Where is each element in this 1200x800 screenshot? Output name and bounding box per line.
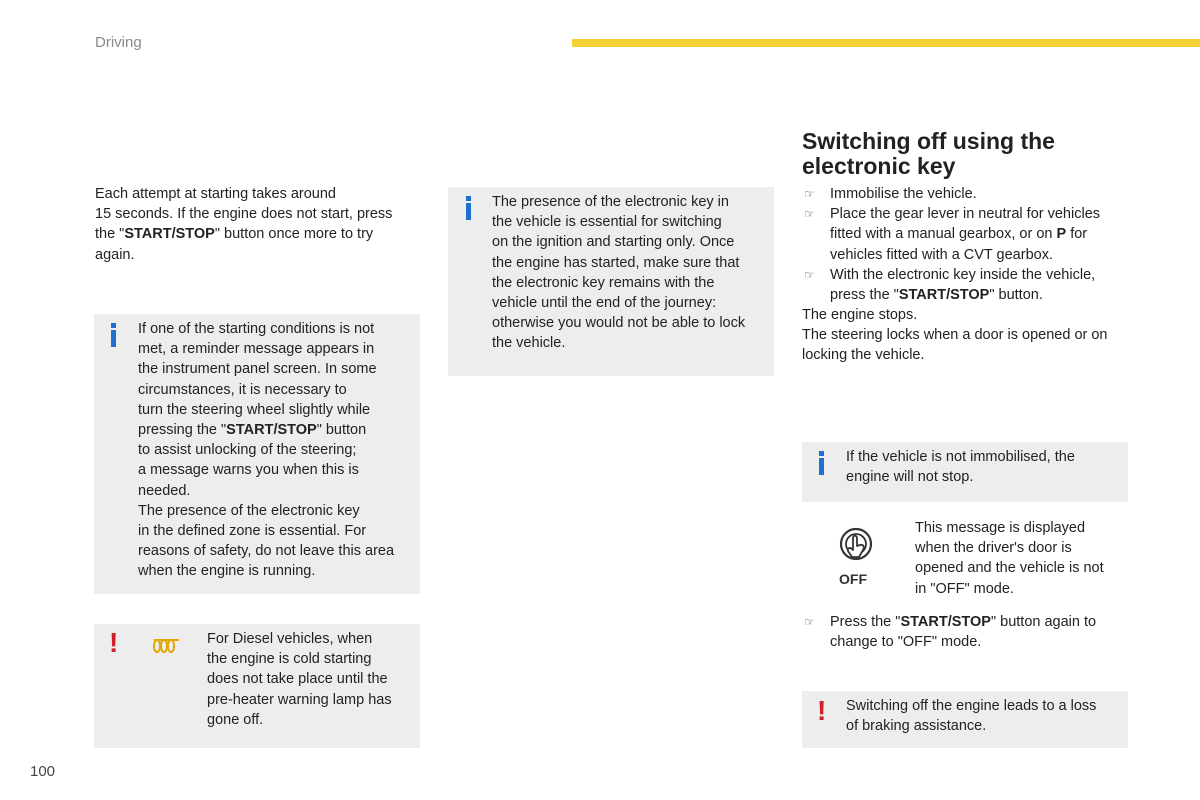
braking-warning-box — [802, 691, 1128, 748]
not-immobilised-info-box — [802, 442, 1128, 502]
exclamation-icon: ! — [817, 695, 827, 726]
page-number: 100 — [30, 763, 56, 780]
pointing-hand-icon: ☞ — [804, 615, 815, 629]
hand-press-off-icon — [836, 526, 876, 590]
preheater-coil-icon — [152, 637, 182, 657]
electronic-key-text: The presence of the electronic key in the vehicle is essential for switching on the ignition and starting only. Once the engine has started, make sure that the electronic key remains with the vehicle until the end of the journey: otherwise you would not be able to lock the vehicle. — [492, 194, 746, 352]
starting-conditions-text: If one of the starting conditions is not met, a reminder message appears in the instrument panel screen. In some circumstances, it is necessary to turn the steering wheel slightly while pressing the "START/STOP" button to assist unlocking of the steering; a message warns you when this is needed. The presence of the electronic key in the defined zone is essential. For reasons of safety, do not leave this area when the engine is running. — [138, 321, 395, 580]
press-again-step — [802, 612, 1162, 652]
switching-off-heading: Switching off using the electronic key — [802, 128, 1055, 179]
off-mode-message: This message is displayed when the driver's door is opened and the vehicle is not in "OFF" mode. — [915, 520, 1104, 597]
exclamation-icon: ! — [109, 627, 119, 658]
diesel-warning-text: For Diesel vehicles, when the engine is cold starting does not take place until the pre-heater warning lamp has gone off. — [207, 631, 392, 728]
engine-stops-text: The engine stops. The steering locks when a door is opened or on locking the vehicle. — [802, 307, 1108, 364]
list-item: ☞ With the electronic key inside the vehicle, press the "START/STOP" button. — [804, 266, 1096, 304]
not-immobilised-text: If the vehicle is not immobilised, the engine will not stop. — [846, 449, 1075, 486]
header-accent-bar — [572, 39, 1200, 47]
info-i-icon — [819, 451, 827, 475]
list-item: ☞ Place the gear lever in neutral for vehicles fitted with a manual gearbox, or on P for vehicles fitted with a CVT gearbox. — [804, 206, 1101, 263]
list-item: ☞ Press the "START/STOP" button again to change to "OFF" mode. — [804, 614, 1097, 651]
pointing-hand-icon: ☞ — [804, 187, 815, 201]
pointing-hand-icon: ☞ — [804, 207, 815, 222]
electronic-key-info-box — [448, 187, 774, 376]
diesel-warning-box — [94, 624, 420, 748]
info-i-icon — [111, 323, 119, 347]
off-label: OFF — [839, 571, 867, 587]
pointing-hand-icon: ☞ — [804, 267, 815, 282]
starting-conditions-info-box — [94, 314, 420, 594]
starting-attempt-text: Each attempt at starting takes around 15 seconds. If the engine does not start, press the "START/STOP" button once more to try again. — [95, 186, 393, 263]
list-item: ☞ Immobilise the vehicle. — [802, 184, 1162, 204]
switch-off-steps — [802, 184, 1162, 305]
section-label: Driving — [95, 34, 142, 51]
info-i-icon — [466, 196, 474, 220]
braking-warning-text: Switching off the engine leads to a loss of braking assistance. — [846, 698, 1097, 735]
